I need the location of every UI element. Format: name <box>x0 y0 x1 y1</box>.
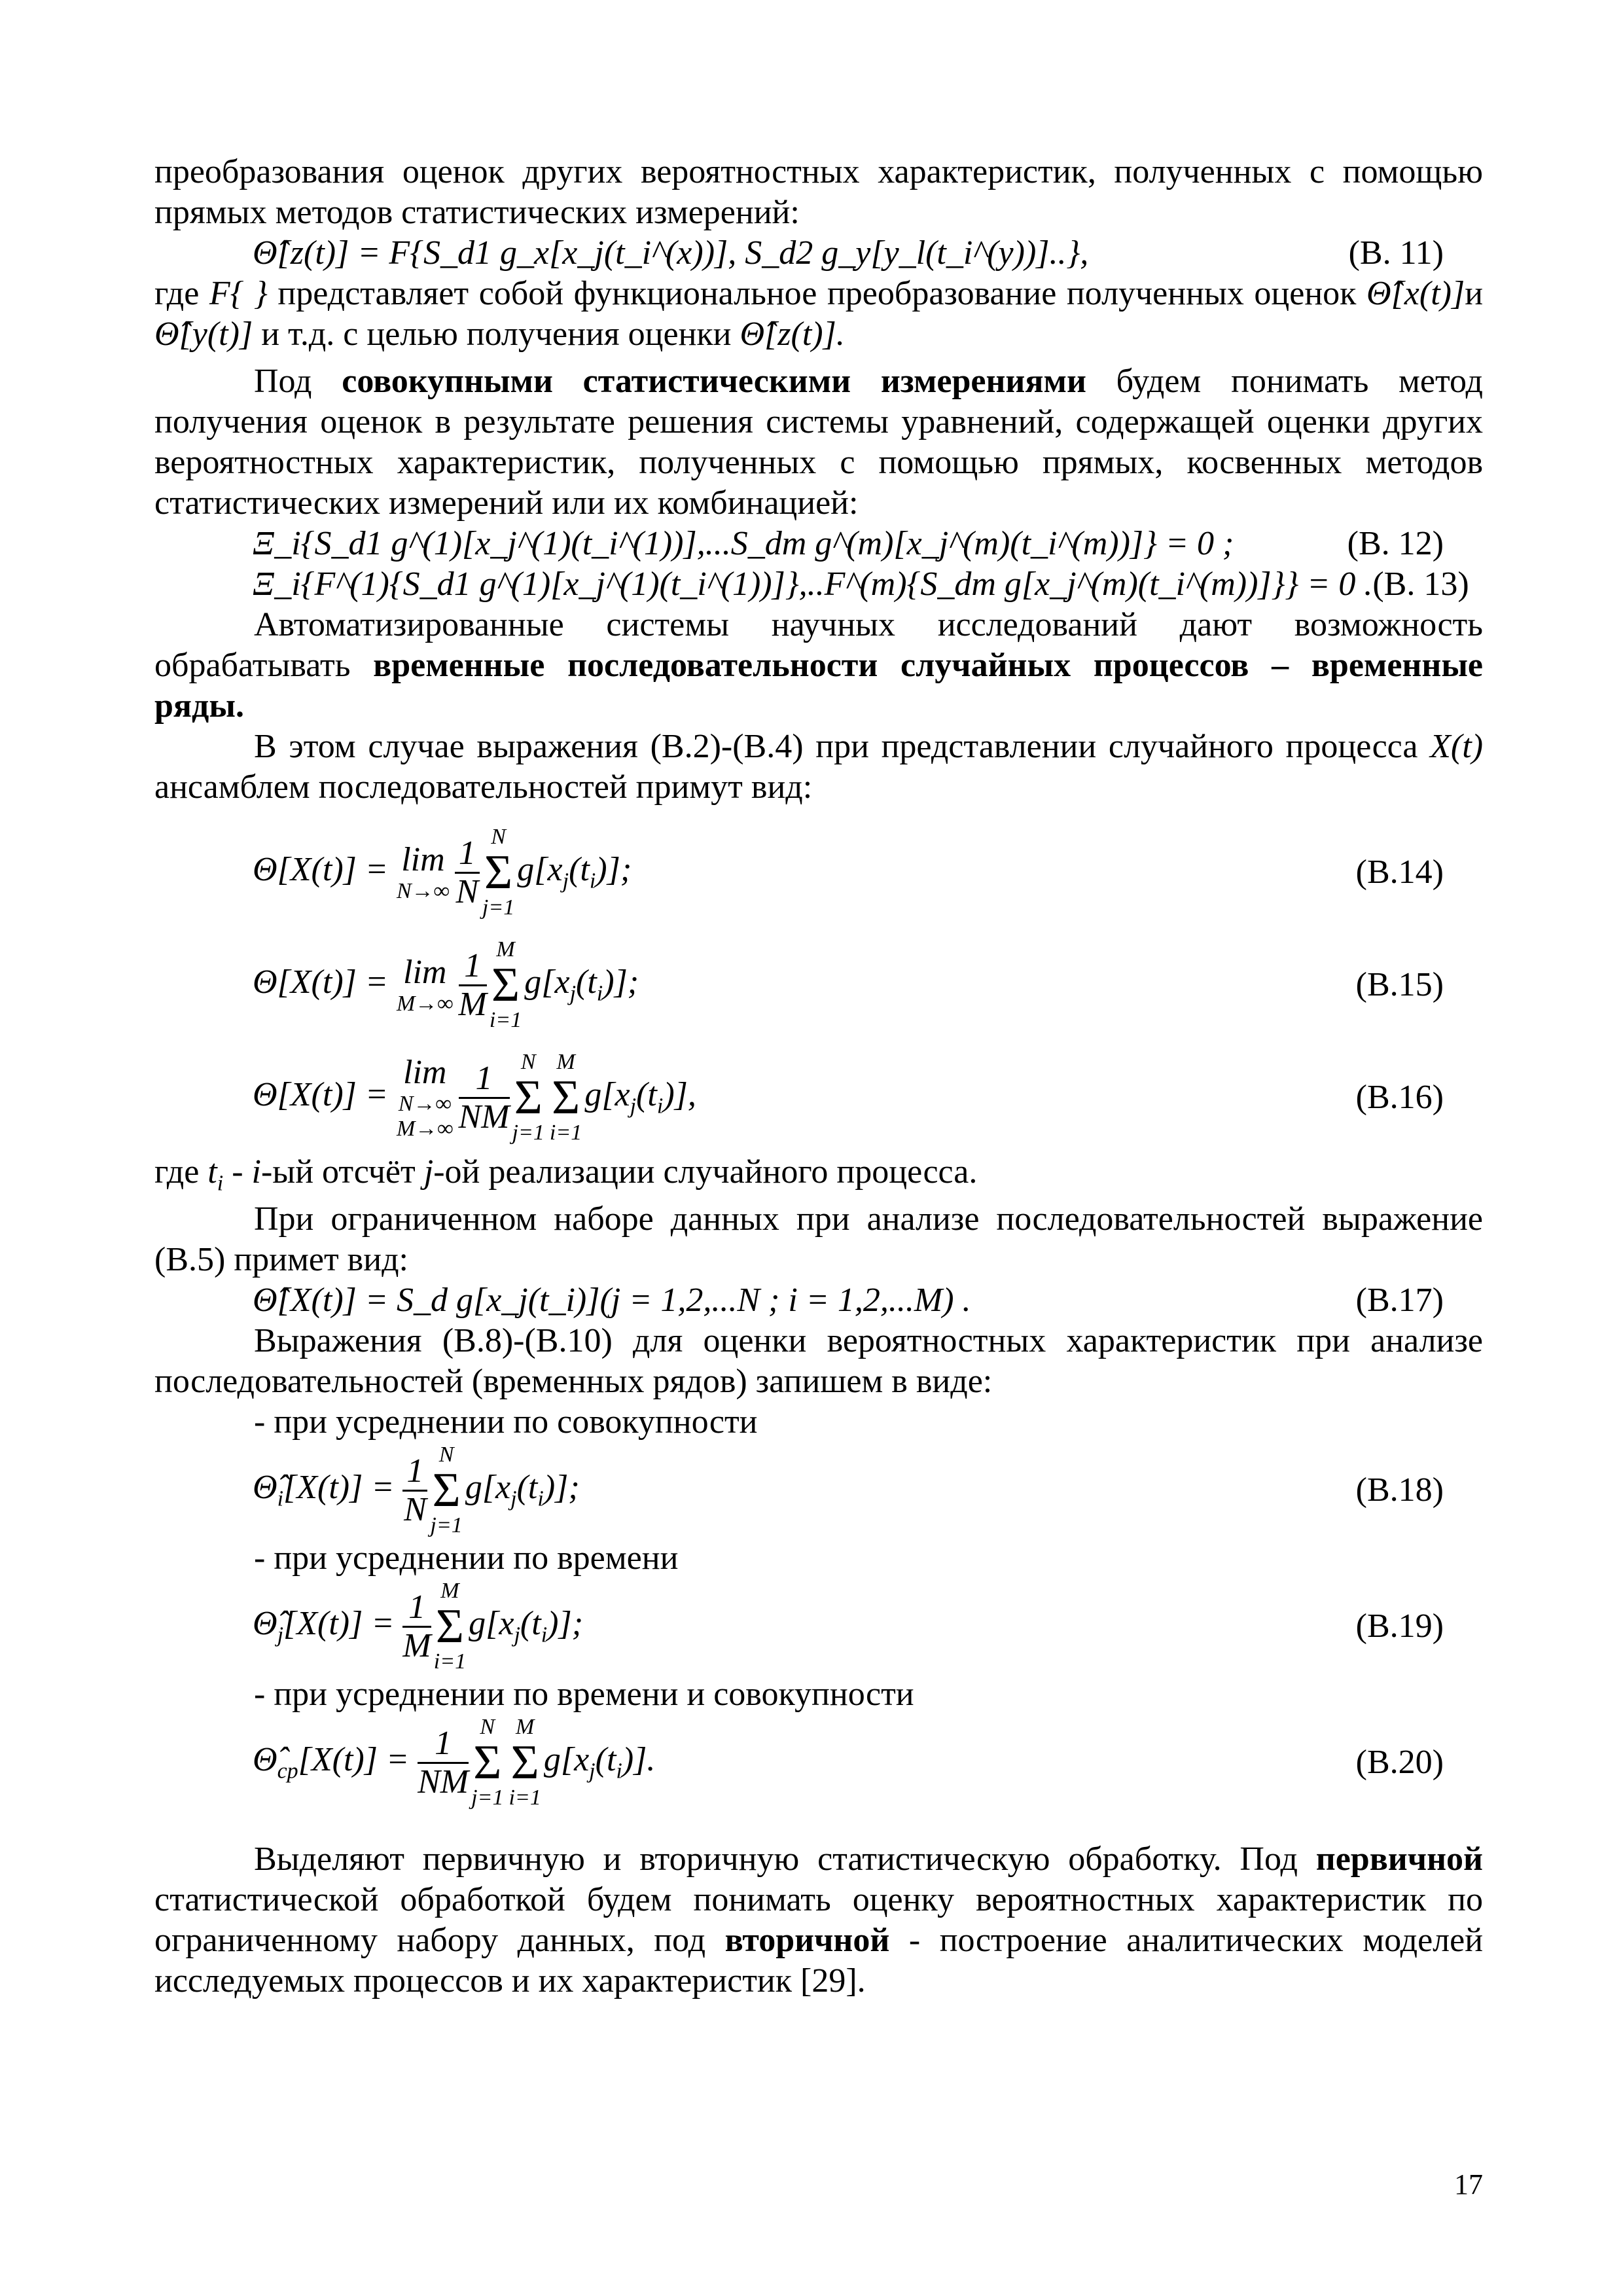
equation-number-b18: (В.18) <box>1355 1471 1444 1509</box>
formula-b15: Θ[X(t)] = lim M→∞ $\frac{1}{M}$ M Σ i=1 $g[x_j(t_i)]$; <box>253 937 639 1032</box>
text-column <box>154 152 1483 2001</box>
paragraph-2: где F{ } представляет собой функциональное преобразование полученных оценок Θ̂[x(t)]и Θ̂[y(t)] и т.д. с целью получения оценки Θ̂[z(t)]. <box>154 275 1484 353</box>
equation-number-b11: (В. 11) <box>1348 234 1444 272</box>
formula-b20: $\Thetâ_{ср}[X(t)]$ = $\frac{1}{NM}$ N Σ j=1 M Σ i=1 $g[x_j(t_i)]$. <box>253 1715 656 1810</box>
equation-number-b13: (В. 13) <box>1372 565 1469 603</box>
equation-number-b12: (В. 12) <box>1347 525 1444 562</box>
equation-b14 <box>154 825 1483 920</box>
equation-number-b16: (В.16) <box>1355 1079 1444 1116</box>
equation-b17 <box>154 1280 1483 1321</box>
formula-b14: Θ[X(t)] = lim N→∞ $\frac{1}{N}$ N Σ j=1 $g[x_j(t_i)]$; <box>253 825 632 920</box>
formula-b16: Θ[X(t)] = lim N→∞ M→∞ $\frac{1}{NM}$ N Σ j=1 M Σ i=1 $g[x_j(t_i)]$, <box>253 1050 696 1145</box>
paragraph-3: Под совокупными статистическими измерениями будем понимать метод получения оценок в результате решения системы уравнений, содержащей оценки других вероятностных характеристик, полученных с помощью прямых, косвенных методов статистических измерений или их комбинацией: <box>154 363 1484 522</box>
equation-number-b14: (В.14) <box>1355 853 1444 891</box>
equation-number-b15: (В.15) <box>1355 966 1444 1003</box>
equation-b16 <box>154 1050 1483 1145</box>
paragraph-5: В этом случае выражения (В.2)-(В.4) при представлении случайного процесса X(t) ансамблем последовательностей примут вид: <box>154 728 1484 806</box>
formula-b17: Θ̂[X(t)] = S_d g[x_j(t_i)](j = 1,2,...N ; i = 1,2,...M) . <box>253 1282 971 1319</box>
equation-number-b17: (В.17) <box>1355 1282 1444 1319</box>
equation-number-b20: (В.20) <box>1355 1744 1444 1781</box>
list-item-1: - при усреднении по совокупности <box>254 1403 758 1441</box>
equation-b13 <box>154 564 1483 605</box>
paragraph-7: При ограниченном наборе данных при анализе последовательностей выражение (В.5) примет вид: <box>154 1200 1483 1278</box>
formula-b19: $\Thetâ_j[X(t)]$ = $\frac{1}{M}$ M Σ i=1 $g[x_j(t_i)]$; <box>253 1579 584 1674</box>
equation-b20 <box>154 1715 1483 1810</box>
paragraph-8: Выражения (В.8)-(В.10) для оценки вероятностных характеристик при анализе последовательностей (временных рядов) запишем в виде: <box>154 1322 1483 1400</box>
equation-b12 <box>154 524 1483 564</box>
equation-b18 <box>154 1443 1483 1538</box>
paragraph-6: где $t_i - i-ый$ отсчёт j-ой реализации случайного процесса. <box>154 1153 978 1196</box>
page-number: 17 <box>1454 2168 1483 2200</box>
list-item-3: - при усреднении по времени и совокупности <box>254 1676 914 1713</box>
formula-b12: Ξ_i{S_d1 g^(1)[x_j^(1)(t_i^(1))],...S_dm g^(m)[x_j^(m)(t_i^(m))]} = 0 ; <box>253 525 1234 562</box>
formula-b11: Θ̂[z(t)] = F{S_d1 g_x[x_j(t_i^(x))], S_d2 g_y[y_l(t_i^(y))]..}, <box>253 234 1089 272</box>
formula-b13: Ξ_i{F^(1){S_d1 g^(1)[x_j^(1)(t_i^(1))]},..F^(m){S_dm g[x_j^(m)(t_i^(m))]}} = 0 . <box>253 565 1373 603</box>
formula-b18: $\Thetâ_i[X(t)]$ = $\frac{1}{N}$ N Σ j=1 $g[x_j(t_i)]$; <box>253 1443 580 1537</box>
equation-b19 <box>154 1579 1483 1674</box>
paragraph-9: Выделяют первичную и вторичную статистическую обработку. Под первичной статистической обработкой будем понимать оценку вероятностных характеристик по ограниченному набору данных, под вторичной - построение аналитических моделей исследуемых процессов и их характеристик [29]. <box>154 1840 1484 2000</box>
paragraph-1: преобразования оценок других вероятностных характеристик, полученных с помощью прямых методов статистических измерений: <box>154 153 1483 231</box>
list-item-2: - при усреднении по времени <box>254 1539 679 1577</box>
equation-b15 <box>154 937 1483 1033</box>
paragraph-4: Автоматизированные системы научных исследований дают возможность обрабатывать временные последовательности случайных процессов – временные ряды. <box>154 606 1483 725</box>
equation-b11 <box>154 233 1483 274</box>
equation-number-b19: (В.19) <box>1355 1607 1444 1645</box>
